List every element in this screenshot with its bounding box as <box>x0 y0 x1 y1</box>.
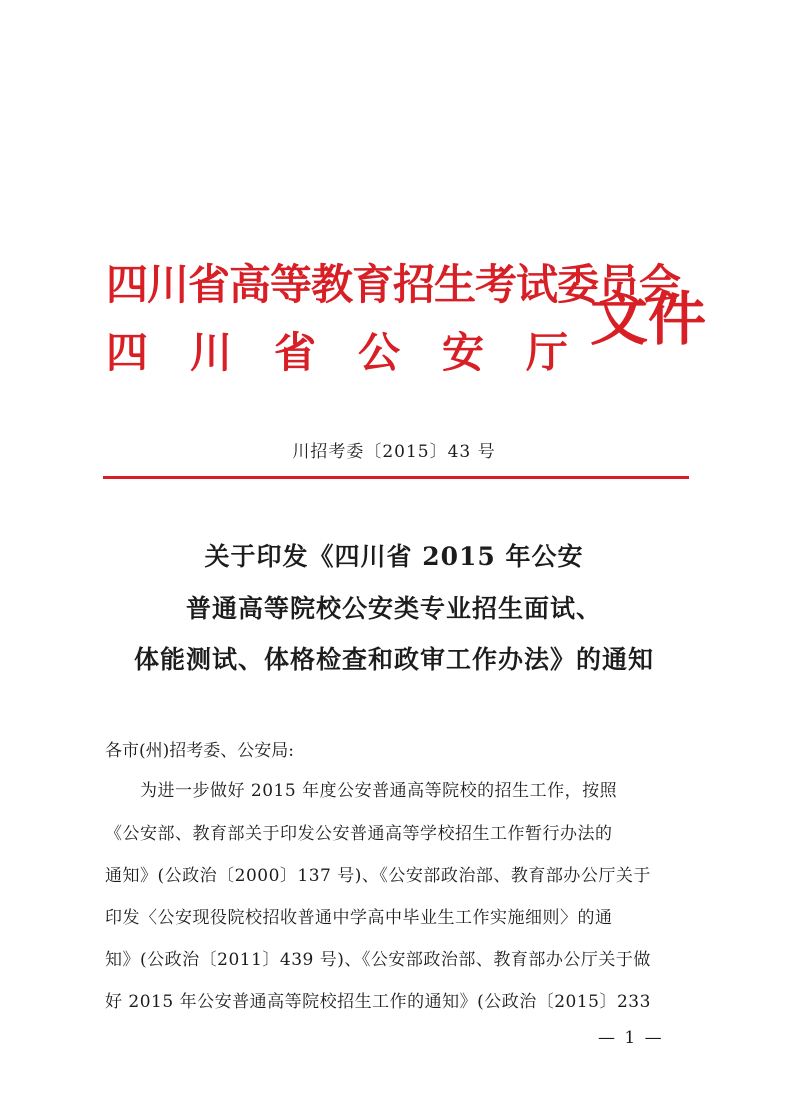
body-text-line: 为进一步做好 2015 年度公安普通高等院校的招生工作，按照 <box>140 781 618 801</box>
document-number: 川招考委〔2015〕43 号 <box>292 442 496 462</box>
body-text-line: 印发〈公安现役院校招收普通中学高中毕业生工作实施细则〉的通 <box>105 908 613 928</box>
document-title-line-1: 关于印发《四川省 2015 年公安 <box>204 542 584 571</box>
document-title-line-3: 体能测试、体格检查和政审工作办法》的通知 <box>133 645 654 674</box>
body-text-line: 《公安部、教育部关于印发公安普通高等学校招生工作暂行办法的 <box>105 824 613 844</box>
page-number: — 1 — <box>598 1028 664 1048</box>
addressee: 各市(州)招考委、公安局: <box>105 741 294 761</box>
issuer-name-education-committee: 四川省高等教育招生考试委员会 <box>106 260 681 309</box>
document-label: 文件 <box>590 285 707 353</box>
body-text-line: 好 2015 年公安普通高等院校招生工作的通知》(公政治〔2015〕233 <box>105 992 651 1012</box>
header-divider <box>103 476 689 479</box>
issuer-name-public-security-dept: 四川省公安厅 <box>106 328 611 377</box>
document-title-line-2: 普通高等院校公安类专业招生面试、 <box>185 594 602 623</box>
body-text-line: 通知》(公政治〔2000〕137 号)、《公安部政治部、教育部办公厅关于 <box>105 866 651 886</box>
body-text-line: 知》(公政治〔2011〕439 号)、《公安部政治部、教育部办公厅关于做 <box>105 950 651 970</box>
